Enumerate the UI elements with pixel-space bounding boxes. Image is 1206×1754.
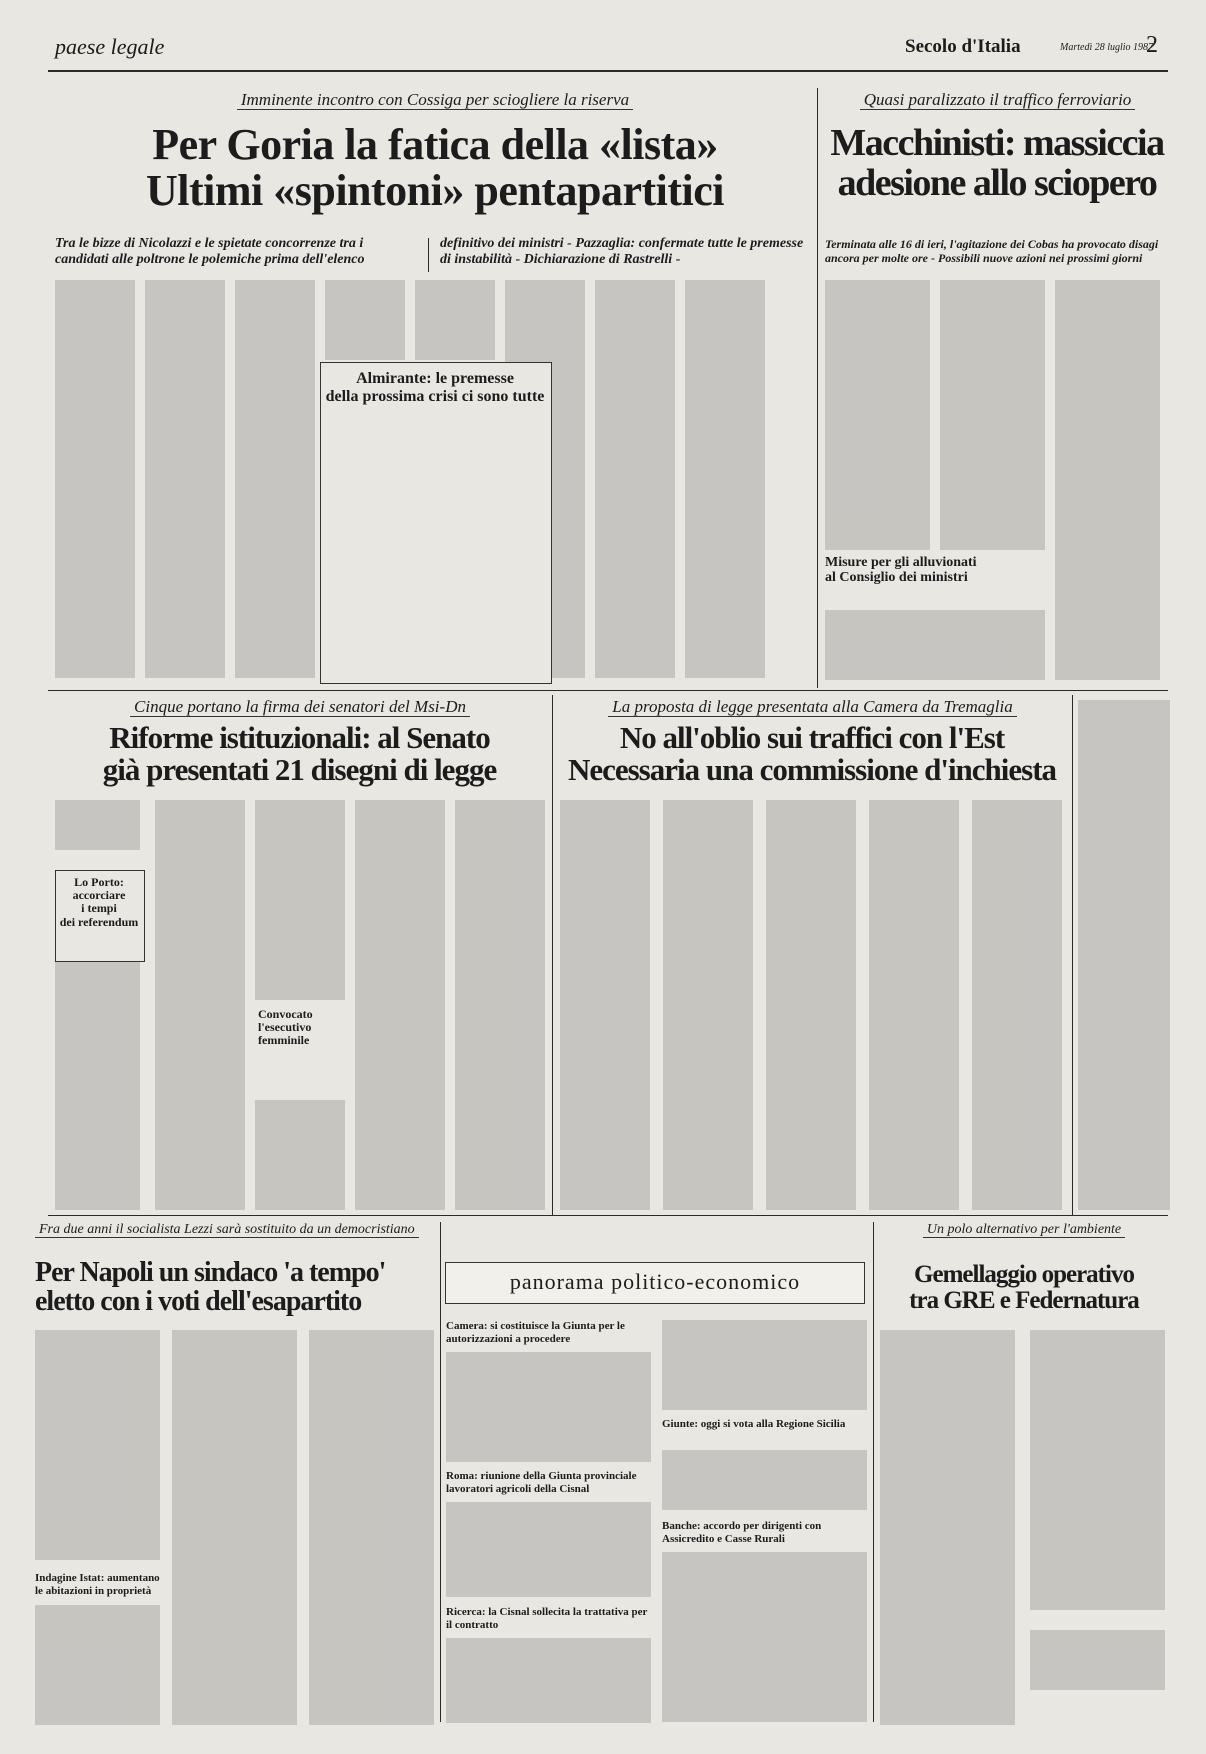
panorama-item-1-text <box>446 1352 651 1462</box>
section-label: paese legale <box>55 34 165 59</box>
macchinisti-continued-text <box>1078 700 1170 1210</box>
almirante-box <box>320 362 552 684</box>
macchinisti-body-text <box>825 280 1170 680</box>
riforme-headline-line2: già presentati 21 disegni di legge <box>102 752 497 788</box>
goria-subtitle-left: Tra le bizze di Nicolazzi e le spietate concorrenze tra i candidati alle poltrone le polemiche prima dell'elenco <box>55 236 365 268</box>
napoli-body-text <box>35 1330 435 1725</box>
alluvionati-box-title: Misure per gli alluvionati al Consiglio dei ministri <box>825 555 977 586</box>
panorama-item-3-title: Ricerca: la Cisnal sollecita la trattativa per il contratto <box>446 1606 648 1631</box>
riforme-headline-line1: Riforme istituzionali: al Senato <box>109 720 490 755</box>
ambiente-text-lines <box>880 1330 1170 1725</box>
ambiente-headline <box>878 1262 1170 1314</box>
macchinisti-subtitle: Terminata alle 16 di ieri, l'agitazione dei Cobas ha provocato disagi ancora per molte ore - Possibili nuove azioni nei prossimi giorni <box>825 237 1159 265</box>
est-headline <box>557 722 1067 786</box>
macchinisti-text-lines <box>825 280 1170 680</box>
goria-subtitle-right: definitivo dei ministri - Pazzaglia: confermate tutte le premesse di instabilità - Dichiarazione di Rastrelli - <box>440 236 804 268</box>
panorama-item-1-title: Camera: si costituisce la Giunta per le autorizzazioni a procedere <box>446 1320 625 1345</box>
panorama-item-4-title: Giunte: oggi si vota alla Regione Sicilia <box>662 1418 846 1430</box>
panorama-item-5-title: Banche: accordo per dirigenti con Assicredito e Casse Rurali <box>662 1520 822 1545</box>
ambiente-body-text <box>880 1330 1170 1725</box>
ambiente-kicker: Un polo alternativo per l'ambiente <box>878 1222 1170 1238</box>
macchinisti-headline <box>822 124 1172 203</box>
issue-date: Martedì 28 luglio 1987 <box>1060 42 1154 53</box>
lo-porto-box-title: Lo Porto: accorciare i tempi dei referendum <box>59 875 139 929</box>
ambiente-headline-line1: Gemellaggio operativo <box>914 1261 1134 1288</box>
napoli-kicker: Fra due anni il socialista Lezzi sarà sostituito da un democristiano <box>35 1222 455 1238</box>
panorama-col2-text-top <box>662 1320 867 1410</box>
goria-headline-line2: Ultimi «spintoni» pentapartitici <box>145 165 725 215</box>
almirante-box-title: Almirante: le premesse della prossima crisi ci sono tutte <box>325 370 545 405</box>
goria-kicker: Imminente incontro con Cossiga per sciogliere la riserva <box>60 90 810 110</box>
column-rule-right-lower <box>1072 695 1073 1215</box>
napoli-text-lines <box>35 1330 435 1725</box>
est-text-lines <box>560 800 1065 1210</box>
est-headline-line1: No all'oblio sui traffici con l'Est <box>619 720 1005 755</box>
panorama-item-3-text <box>446 1638 651 1723</box>
masthead-rule <box>48 70 1168 72</box>
panorama-item-5-text <box>662 1552 867 1722</box>
napoli-headline-line1: Per Napoli un sindaco 'a tempo' <box>35 1257 386 1288</box>
napoli-headline-line2: eletto con i voti dell'esapartito <box>35 1286 362 1318</box>
istat-box-title: Indagine Istat: aumentano le abitazioni in proprietà <box>35 1572 160 1597</box>
panorama-banner: panorama politico-economico <box>445 1262 865 1304</box>
ambiente-headline-line2: tra GRE e Federnatura <box>909 1287 1139 1314</box>
column-rule-panorama-left <box>440 1222 441 1722</box>
column-rule-right <box>817 88 818 688</box>
macchinisti-continued-lines <box>1078 700 1170 1210</box>
riforme-headline <box>52 722 547 786</box>
esecutivo-box-title: Convocato l'esecutivo femminile <box>258 1007 313 1048</box>
panorama-item-2-title: Roma: riunione della Giunta provinciale lavoratori agricoli della Cisnal <box>446 1470 637 1495</box>
goria-headline-line1: Per Goria la fatica della «lista» <box>152 120 718 169</box>
riforme-kicker: Cinque portano la firma dei senatori del Msi-Dn <box>55 697 545 717</box>
macchinisti-headline-line1: Macchinisti: massiccia <box>830 122 1164 164</box>
macchinisti-headline-line2: adesione allo sciopero <box>837 161 1157 204</box>
est-body-text <box>560 800 1065 1210</box>
panorama-item-2-text <box>446 1502 651 1597</box>
lower-rule <box>48 1215 1168 1216</box>
page-number: 2 <box>1146 32 1158 58</box>
goria-headline <box>55 122 815 214</box>
macchinisti-kicker: Quasi paralizzato il traffico ferroviario <box>825 90 1170 110</box>
paper-name: Secolo d'Italia <box>905 36 1021 57</box>
napoli-headline <box>35 1258 435 1316</box>
goria-subtitle-divider <box>428 238 429 272</box>
column-rule-panorama-right <box>873 1222 874 1722</box>
column-rule-middle <box>552 695 553 1215</box>
est-kicker: La proposta di legge presentata alla Camera da Tremaglia <box>560 697 1065 717</box>
panorama-item-4-text <box>662 1450 867 1510</box>
est-headline-line2: Necessaria una commissione d'inchiesta <box>567 752 1057 788</box>
mid-rule <box>48 690 1168 691</box>
